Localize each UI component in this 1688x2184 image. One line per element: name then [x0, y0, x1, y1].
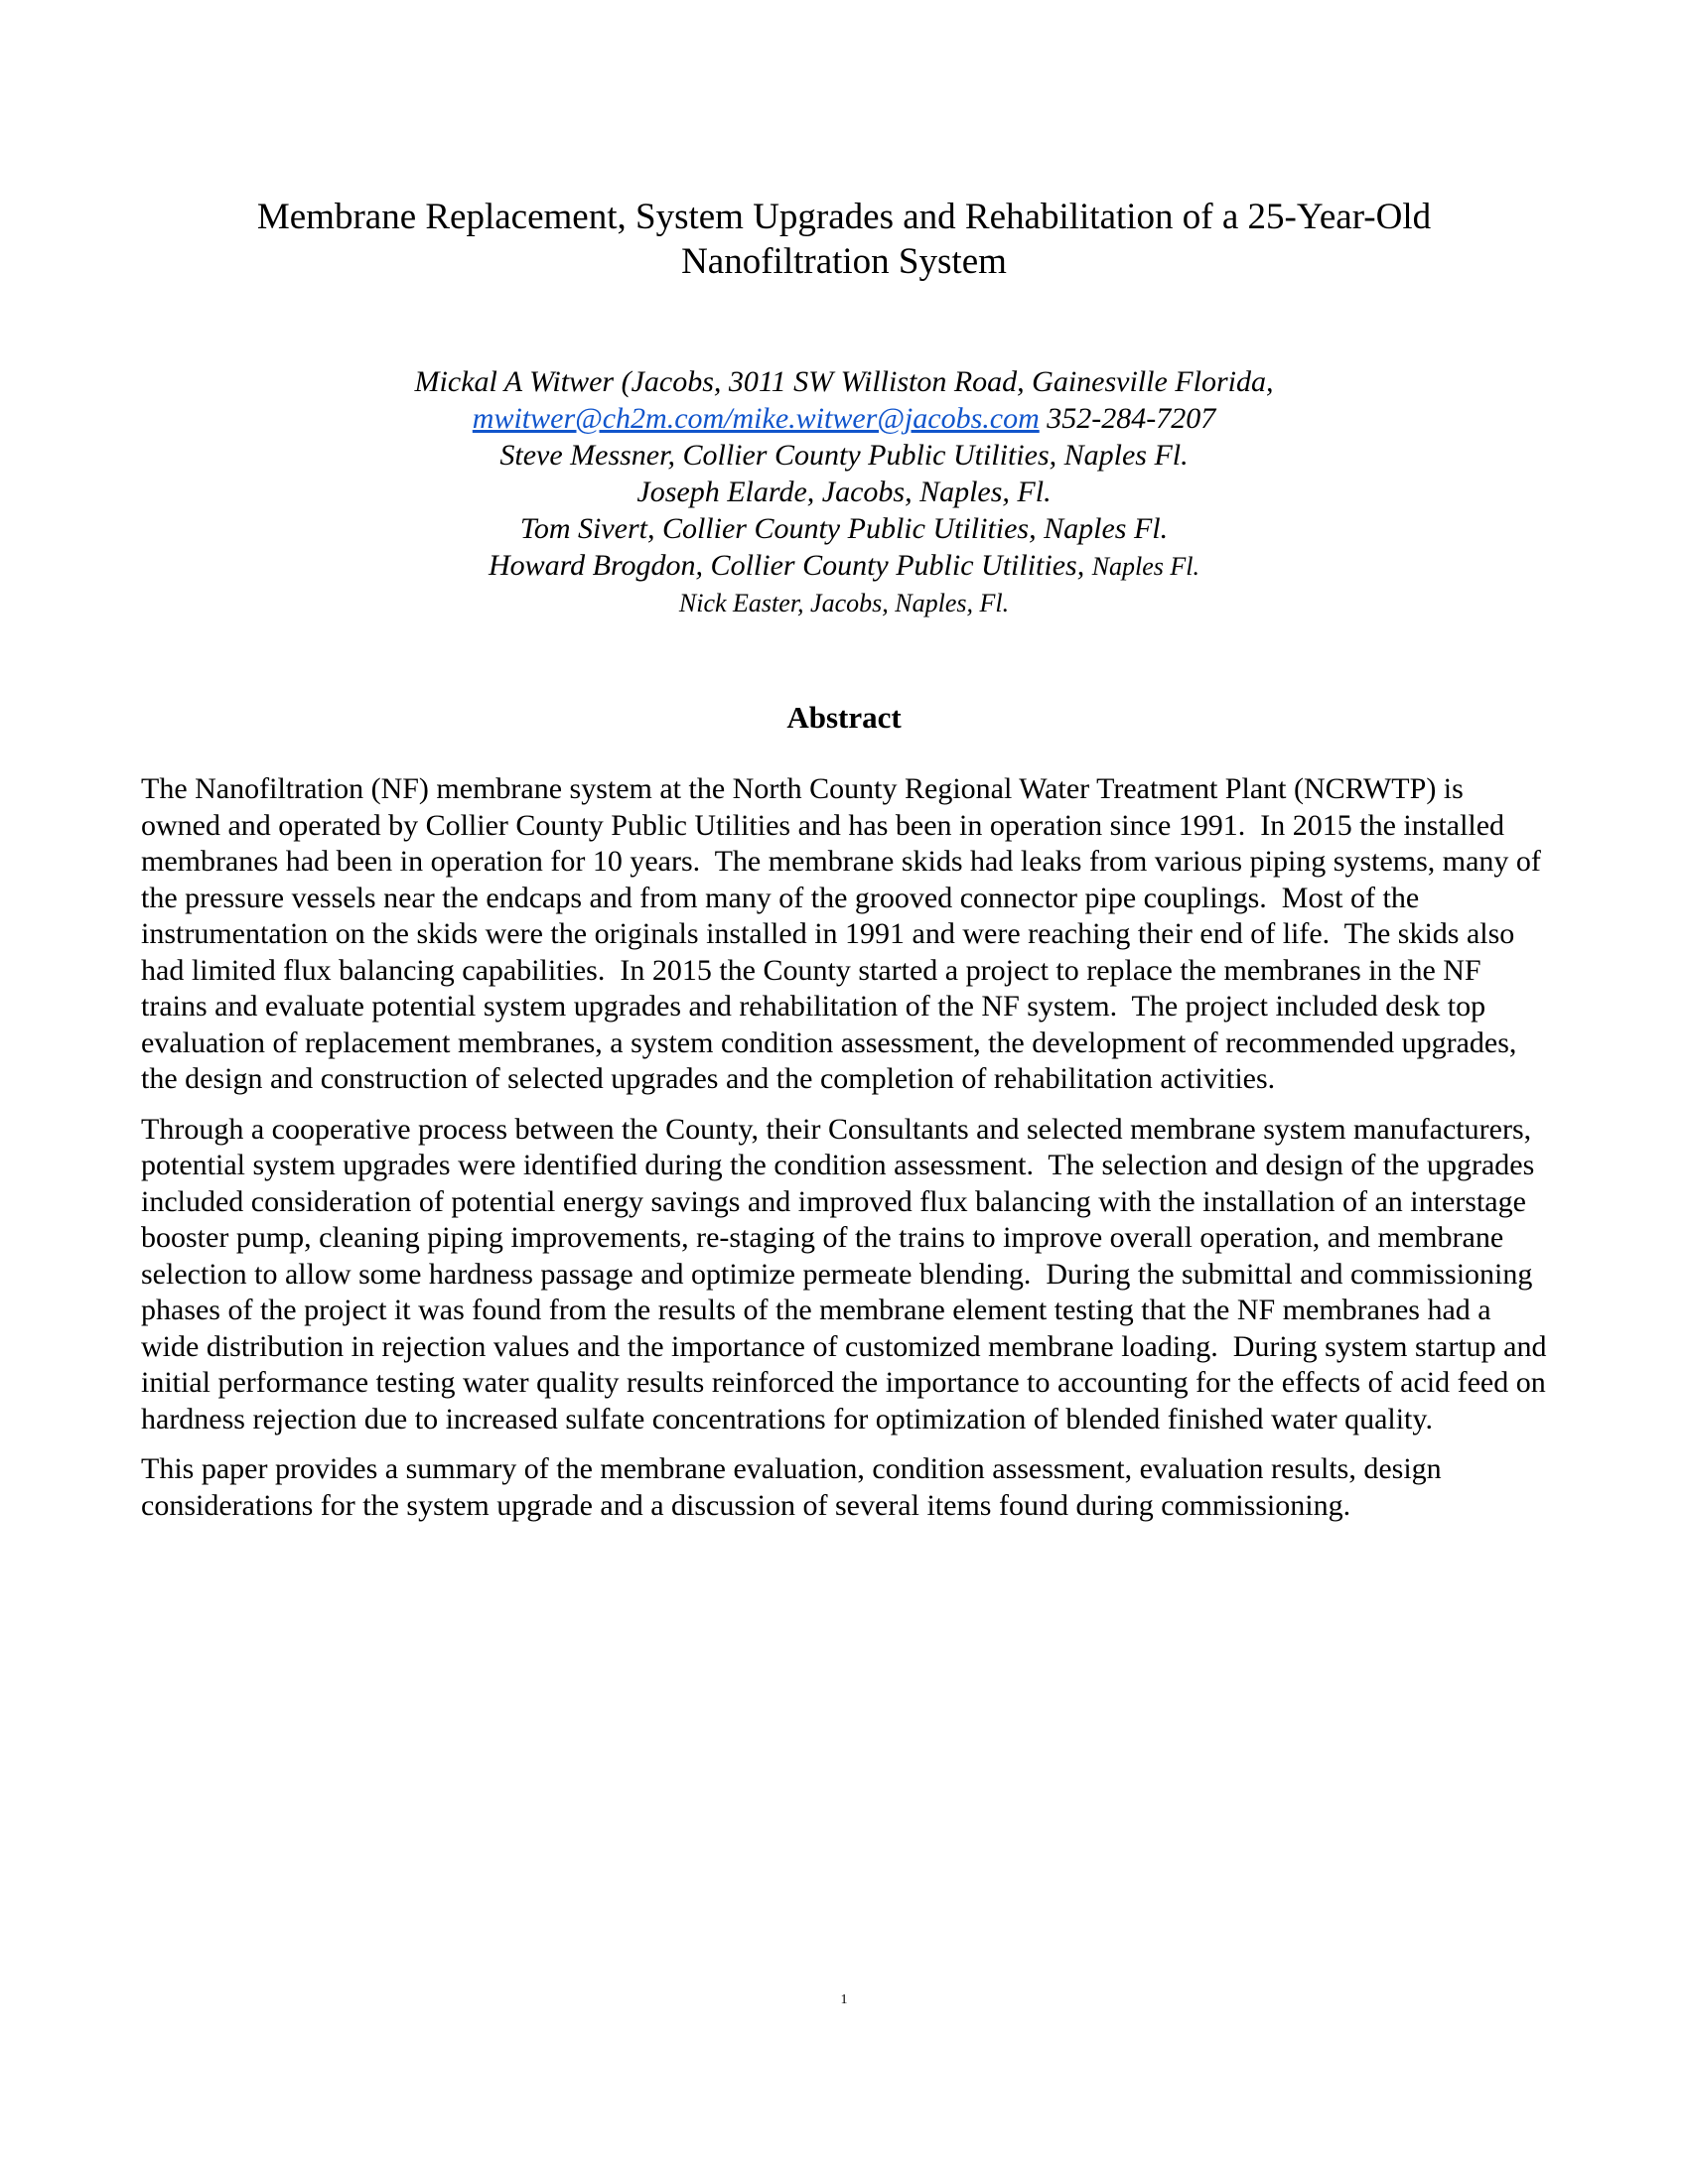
author-line-6: Howard Brogdon, Collier County Public Utilities, Naples Fl.	[488, 549, 1200, 582]
author-line-3: Steve Messner, Collier County Public Utilities, Naples Fl.	[499, 439, 1189, 472]
page-title	[141, 195, 1547, 284]
abstract-body	[141, 771, 1554, 1524]
title-line-2: Nanofiltration System	[681, 241, 1007, 282]
abstract-paragraph-2: Through a cooperative process between the County, their Consultants and selected membrane system manufacturers, potential system upgrades were identified during the condition assessment. The selection and design of the upgrades included consideration of potential energy savings and improved flux balancing with the installation of an interstage booster pump, cleaning piping improvements, re-staging of the trains to improve overall operation, and membrane selection to allow some hardness passage and optimize permeate blending. During the submittal and commissioning phases of the project it was found from the results of the membrane element testing that the NF membranes had a wide distribution in rejection values and the importance of customized membrane loading. During system startup and initial performance testing water quality results reinforced the importance to accounting for the effects of acid feed on hardness rejection due to increased sulfate concentrations for optimization of blended finished water quality.	[141, 1112, 1554, 1435]
author-line-7: Nick Easter, Jacobs, Naples, Fl.	[678, 589, 1010, 617]
document-content	[0, 195, 1688, 1524]
abstract-heading: Abstract	[786, 700, 902, 735]
author-line-2	[141, 400, 1547, 437]
author-line-5: Tom Sivert, Collier County Public Utilities, Naples Fl.	[519, 512, 1169, 545]
page-number: 1	[840, 1992, 848, 2007]
email-link[interactable]: mwitwer@ch2m.com/mike.witwer@jacobs.com	[472, 402, 1040, 435]
author-line-1: Mickal A Witwer (Jacobs, 3011 SW Williston Road, Gainesville Florida,	[414, 365, 1274, 398]
phone-number: 352-284-7207	[1039, 402, 1216, 435]
title-line-1: Membrane Replacement, System Upgrades and Rehabilitation of a 25-Year-Old	[256, 197, 1432, 237]
author-block	[141, 363, 1547, 621]
abstract-paragraph-1: The Nanofiltration (NF) membrane system at the North County Regional Water Treatment Plant (NCRWTP) is owned and operated by Collier County Public Utilities and has been in operation since 1991. In 2015 the installed membranes had been in operation for 10 years. The membrane skids had leaks from various piping systems, many of the pressure vessels near the endcaps and from many of the grooved connector pipe couplings. Most of the instrumentation on the skids were the originals installed in 1991 and were reaching their end of life. The skids also had limited flux balancing capabilities. In 2015 the County started a project to replace the membranes in the NF trains and evaluate potential system upgrades and rehabilitation of the NF system. The project included desk top evaluation of replacement membranes, a system condition assessment, the development of recommended upgrades, the design and construction of selected upgrades and the completion of rehabilitation activities.	[141, 772, 1549, 1095]
author-line-4: Joseph Elarde, Jacobs, Naples, Fl.	[636, 476, 1052, 508]
abstract-paragraph-3: This paper provides a summary of the membrane evaluation, condition assessment, evaluation results, design considerations for the system upgrade and a discussion of several items found during commissioning.	[141, 1452, 1450, 1522]
